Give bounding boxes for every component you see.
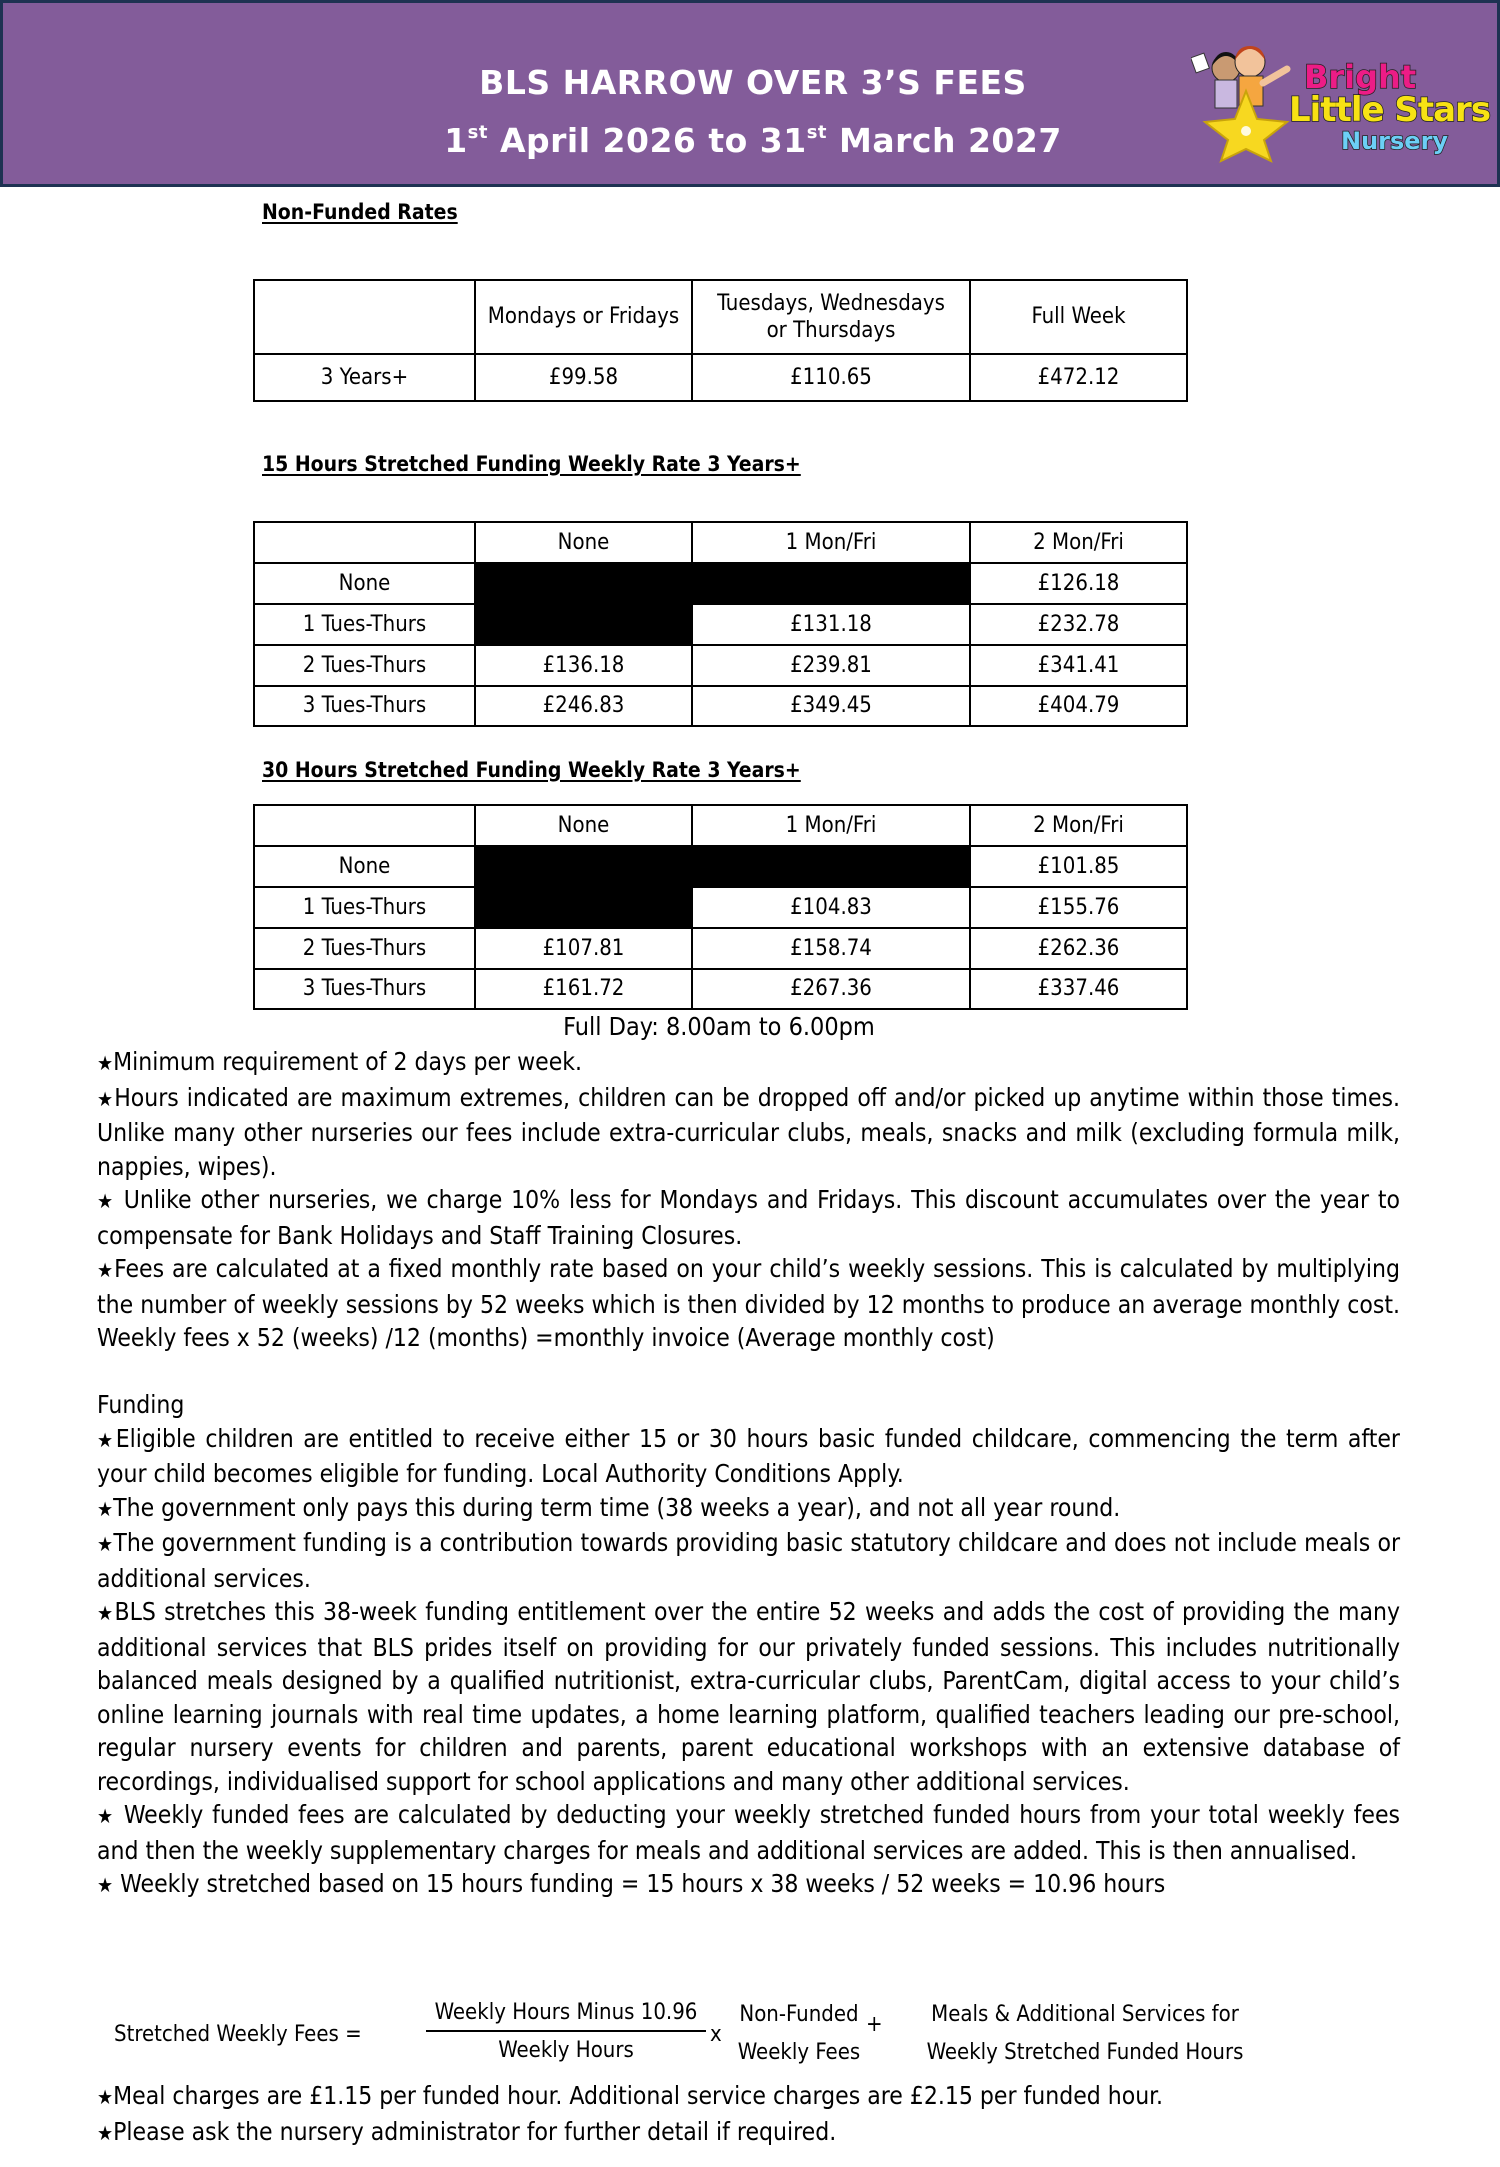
unavailable-cell [475,563,692,604]
star-bullet-icon: ★ [97,1086,115,1111]
unavailable-cell [692,846,970,887]
price-cell: £104.83 [692,887,970,928]
note-item: ★Minimum requirement of 2 days per week. [97,1047,583,1076]
row-label: 3 Tues-Thurs [254,686,475,726]
page-header [0,0,1500,187]
price-cell: £158.74 [692,928,970,969]
price-cell: £110.65 [692,354,970,401]
price-cell: £155.76 [970,887,1187,928]
unavailable-cell [692,563,970,604]
star-bullet-icon: ★ [97,1258,115,1282]
row-label: 1 Tues-Thurs [254,604,475,645]
table-row [254,354,1187,401]
star-bullet-icon: ★ [97,1532,114,1556]
row-label: 3 Years+ [254,354,475,401]
header-cell [254,805,475,846]
funding-item: ★The government funding is a contribution towards providing basic statutory childcare and does not include meals or additional services. [97,1528,1401,1593]
fee-notes [97,1045,1400,1903]
funding-heading: Funding [97,1390,185,1419]
star-bullet-icon: ★ [97,1189,115,1213]
price-cell: £126.18 [970,563,1187,604]
formula-lhs: Stretched Weekly Fees = [114,2022,362,2047]
unavailable-cell [475,846,692,887]
table-row [254,887,1187,928]
footer-notes [97,2079,1400,2150]
price-cell: £131.18 [692,604,970,645]
logo-text-little-stars: Little Stars [1289,90,1491,130]
star-bullet-icon: ★ [97,1051,114,1075]
star-bullet-icon: ★ [97,1496,114,1521]
star-bullet-icon: ★ [97,2085,114,2109]
star-bullet-icon: ★ [97,1427,116,1452]
header-cell: 1 Mon/Fri [692,805,970,846]
funded-15-title: 15 Hours Stretched Funding Weekly Rate 3 Years+ [262,452,801,476]
unavailable-cell [475,604,692,645]
price-cell: £267.36 [692,969,970,1009]
funding-item: ★Eligible children are entitled to receive either 15 or 30 hours basic funded childcare, commencing the term after your child becomes eligible for funding. Local Authority Conditions Apply. [97,1423,1400,1488]
price-cell: £349.45 [692,686,970,726]
funding-item: ★The government only pays this during term time (38 weeks a year), and not all year round. [97,1492,1121,1522]
funding-item: ★ Weekly stretched based on 15 hours funding = 15 hours x 38 weeks / 52 weeks = 10.96 hours [97,1869,1166,1898]
formula-denominator: Weekly Hours [498,2038,634,2063]
table-row [254,686,1187,726]
header-cell: None [475,522,692,563]
table-row [254,645,1187,686]
header-cell: Tuesdays, Wednesdays or Thursdays [692,280,970,354]
header-cell: 1 Mon/Fri [692,522,970,563]
price-cell: £262.36 [970,928,1187,969]
table-row [254,604,1187,645]
full-day-hours: Full Day: 8.00am to 6.00pm [563,1012,875,1041]
star-bullet-icon: ★ [97,2120,114,2145]
price-cell: £232.78 [970,604,1187,645]
star-bullet-icon: ★ [97,1873,114,1897]
header-cell [254,522,475,563]
note-item: ★Fees are calculated at a fixed monthly rate based on your child’s weekly sessions. This is calculated by multiplying the number of weekly sessions by 52 weeks which is then divided by 12 months to produce an average monthly cost. Weekly fees x 52 (weeks) /12 (months) =monthly invoice (Average monthly cost) [97,1254,1400,1352]
formula-addend: Meals & Additional Services for Weekly Stretched Funded Hours [926,2002,1244,2065]
price-cell: £239.81 [692,645,970,686]
table-row [254,928,1187,969]
funding-item: ★ Weekly funded fees are calculated by deducting your weekly stretched funded hours from your total weekly fees and then the weekly supplementary charges for meals and additional services are added. This is then annualised. [97,1800,1400,1865]
unavailable-cell [475,887,692,928]
row-label: 1 Tues-Thurs [254,887,475,928]
price-cell: £101.85 [970,846,1187,887]
footer-note: ★Please ask the nursery administrator for further detail if required. [97,2116,837,2146]
stretched-fees-formula [114,1996,1344,2066]
row-label: None [254,846,475,887]
price-cell: £337.46 [970,969,1187,1009]
price-cell: £472.12 [970,354,1187,401]
header-cell: Full Week [970,280,1187,354]
price-cell: £246.83 [475,686,692,726]
price-cell: £99.58 [475,354,692,401]
star-bullet-icon: ★ [97,1601,115,1625]
header-cell: None [475,805,692,846]
logo-text-nursery: Nursery [1341,127,1449,155]
formula-factor: Non-Funded Weekly Fees [737,2002,861,2065]
row-label: 2 Tues-Thurs [254,928,475,969]
header-cell: Mondays or Fridays [475,280,692,354]
note-item: ★ Unlike other nurseries, we charge 10% less for Mondays and Fridays. This discount accumulates over the year to compensate for Bank Holidays and Staff Training Closures. [97,1185,1400,1250]
header-cell: 2 Mon/Fri [970,522,1187,563]
formula-times: x [710,2022,722,2047]
date-range: 1st April 2026 to 31st March 2027 [444,121,1062,160]
table-header-row [254,280,1187,354]
price-cell: £161.72 [475,969,692,1009]
table-row [254,846,1187,887]
table-row [254,969,1187,1009]
row-label: 2 Tues-Thurs [254,645,475,686]
funded-30-table [253,804,1188,1010]
price-cell: £136.18 [475,645,692,686]
header-cell: 2 Mon/Fri [970,805,1187,846]
row-label: None [254,563,475,604]
row-label: 3 Tues-Thurs [254,969,475,1009]
table-header-row [254,805,1187,846]
price-cell: £404.79 [970,686,1187,726]
table-header-row [254,522,1187,563]
star-bullet-icon: ★ [97,1804,115,1828]
funded-30-title: 30 Hours Stretched Funding Weekly Rate 3 Years+ [262,758,801,782]
formula-plus: + [866,2012,883,2037]
funded-15-table [253,521,1188,727]
bright-little-stars-logo [1191,33,1491,163]
footer-note: ★Meal charges are £1.15 per funded hour. Additional service charges are £2.15 per funded hour. [97,2081,1163,2110]
price-cell: £107.81 [475,928,692,969]
header-cell [254,280,475,354]
formula-numerator: Weekly Hours Minus 10.96 [426,1996,706,2032]
non-funded-table [253,279,1188,402]
funding-item: ★BLS stretches this 38-week funding entitlement over the entire 52 weeks and adds the cost of providing the many additional services that BLS prides itself on providing for our privately funded sessions. This includes nutritionally balanced meals designed by a qualified nutritionist, extra-curricular clubs, ParentCam, digital access to your child’s online learning journals with real time updates, a home learning platform, qualified teachers leading our pre-school, regular nursery events for children and parents, parent educational workshops with an extensive database of recordings, individualised support for school applications and many other additional services. [97,1597,1401,1796]
price-cell: £341.41 [970,645,1187,686]
page-title: BLS HARROW OVER 3’S FEES [479,63,1027,102]
note-item: ★Hours indicated are maximum extremes, children can be dropped off and/or picked up anytime within those times. Unlike many other nurseries our fees include extra-curricular clubs, meals, snacks and milk (excluding formula milk, nappies, wipes). [97,1082,1400,1181]
formula-fraction [426,1996,706,2070]
non-funded-title: Non-Funded Rates [262,200,458,224]
table-row [254,563,1187,604]
logo-text-bright: Bright [1304,58,1417,96]
